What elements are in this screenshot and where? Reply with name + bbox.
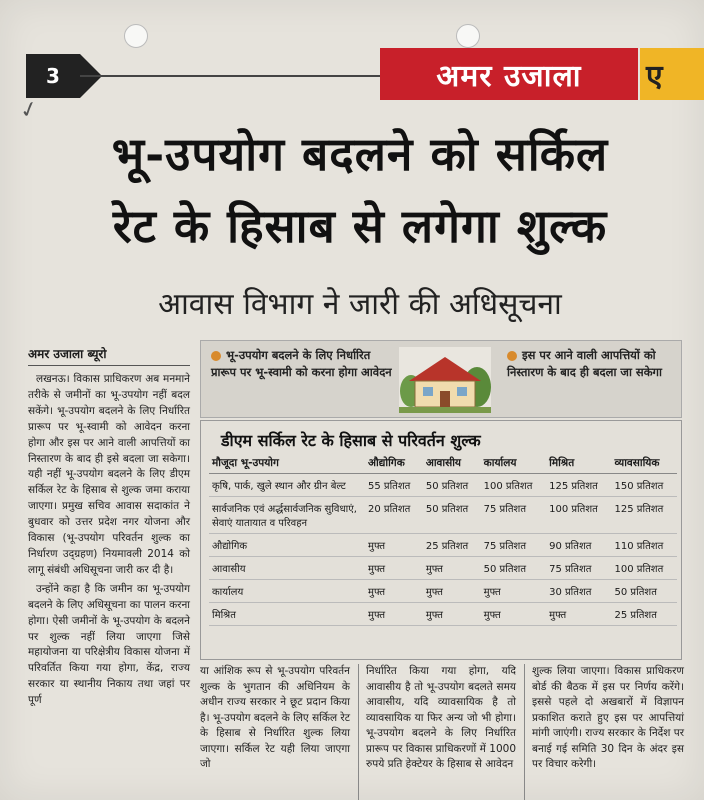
bottom-column	[532, 664, 684, 773]
punch-hole	[124, 24, 148, 48]
column-header: आवासीय	[423, 453, 481, 474]
byline: अमर उजाला ब्यूरो	[28, 345, 190, 366]
column-header: मिश्रित	[546, 453, 611, 474]
table-row	[209, 557, 677, 580]
table-title: डीएम सर्किल रेट के हिसाब से परिवर्तन शुल्क	[221, 431, 481, 450]
table-row	[209, 603, 677, 626]
table-cell: 100 प्रतिशत	[481, 474, 546, 497]
masthead-edge: ए	[640, 48, 704, 100]
column-header: व्यावसायिक	[612, 453, 677, 474]
paragraph: उन्होंने कहा है कि जमीन का भू-उपयोग बदलने के लिए अधिसूचना का पालन करना होगा। ऐसी जमीनों के भू-उपयोग के बदलने पर शुल्क नहीं लिया जाएगा जिसे महायोजना या परिक्षेत्रीय विकास योजना में परिवर्तित किया गया होगा, केंद्र, राज्य सरकार या स्थानीय निकाय तथा जहां पर पूर्ण	[28, 582, 190, 707]
bottom-column	[200, 664, 350, 773]
masthead-logo: अमर उजाला	[380, 48, 638, 100]
left-column	[28, 372, 190, 712]
subheadline: आवास विभाग ने जारी की अधिसूचना	[158, 287, 562, 322]
table-cell: 50 प्रतिशत	[423, 497, 481, 534]
bullet-icon	[211, 351, 221, 361]
table-cell: औद्योगिक	[209, 534, 365, 557]
column-divider	[524, 664, 525, 800]
table-cell: 75 प्रतिशत	[481, 497, 546, 534]
fee-table	[209, 453, 677, 626]
table-cell: मुफ्त	[481, 580, 546, 603]
table-cell: आवासीय	[209, 557, 365, 580]
info-right	[507, 347, 677, 381]
header-rule	[80, 75, 380, 77]
table-cell: मुफ्त	[365, 580, 423, 603]
table-cell: 150 प्रतिशत	[612, 474, 677, 497]
pen-mark: ✓	[17, 96, 42, 125]
bullet-icon	[507, 351, 517, 361]
table-cell: 100 प्रतिशत	[546, 497, 611, 534]
column-header: मौजूदा भू-उपयोग	[209, 453, 365, 474]
paragraph: या आंशिक रूप से भू-उपयोग परिवर्तन शुल्क के भुगतान की अधिनियम के अधीन राज्य सरकार ने छूट प्रदान किया है। भू-उपयोग बदलने के लिए सर्किल रेट के हिसाब से निर्धारित शुल्क लिया जाएगा। सर्किल रेट यही लिया जाएगा जो	[200, 665, 351, 770]
house-icon	[399, 347, 491, 413]
table-cell: मुफ्त	[481, 603, 546, 626]
table-cell: सार्वजनिक एवं अर्द्धसार्वजनिक सुविधाएं, सेवाएं यातायात व परिवहन	[209, 497, 365, 534]
column-header: औद्योगिक	[365, 453, 423, 474]
info-left	[211, 347, 396, 381]
table-row	[209, 497, 677, 534]
info-right-text: इस पर आने वाली आपत्तियों को निस्तारण के बाद ही बदला जा सकेगा	[507, 348, 662, 379]
table-cell: 25 प्रतिशत	[612, 603, 677, 626]
punch-hole	[456, 24, 480, 48]
info-left-text: भू-उपयोग बदलने के लिए निर्धारित प्रारूप पर भू-स्वामी को करना होगा आवेदन	[211, 348, 392, 379]
headline-line-1: भू-उपयोग बदलने को सर्किल	[111, 127, 609, 181]
table-cell: 30 प्रतिशत	[546, 580, 611, 603]
table-cell: 110 प्रतिशत	[612, 534, 677, 557]
table-cell: मिश्रित	[209, 603, 365, 626]
page-number: 3	[26, 54, 80, 98]
table-cell: मुफ्त	[423, 557, 481, 580]
table-cell: 75 प्रतिशत	[481, 534, 546, 557]
table-cell: 100 प्रतिशत	[612, 557, 677, 580]
headline-line-2: रेट के हिसाब से लगेगा शुल्क	[112, 199, 608, 253]
table-cell: मुफ्त	[365, 557, 423, 580]
bottom-column	[366, 664, 516, 773]
table-header-row	[209, 453, 677, 474]
table-row	[209, 474, 677, 497]
column-divider	[358, 664, 359, 800]
table-cell: 125 प्रतिशत	[612, 497, 677, 534]
table-cell: 20 प्रतिशत	[365, 497, 423, 534]
table-row	[209, 534, 677, 557]
table-cell: 75 प्रतिशत	[546, 557, 611, 580]
table-cell: मुफ्त	[365, 534, 423, 557]
column-header: कार्यालय	[481, 453, 546, 474]
table-cell: 90 प्रतिशत	[546, 534, 611, 557]
table-row	[209, 580, 677, 603]
table-cell: मुफ्त	[423, 580, 481, 603]
table-cell: 50 प्रतिशत	[612, 580, 677, 603]
table-cell: 125 प्रतिशत	[546, 474, 611, 497]
table-cell: मुफ्त	[365, 603, 423, 626]
fee-table-box	[200, 420, 682, 660]
paragraph: शुल्क लिया जाएगा। विकास प्राधिकरण बोर्ड की बैठक में इस पर निर्णय करेंगे। इससे पहले दो अखबारों में विज्ञापन प्रकाशित कराते हुए इस पर आपत्तियां मांगी जाएंगी। राज्य सरकार के निर्देश पर बनाई गई समिति 30 दिन के अंदर इस पर विचार करेगी।	[532, 665, 684, 770]
table-cell: 50 प्रतिशत	[481, 557, 546, 580]
table-cell: 55 प्रतिशत	[365, 474, 423, 497]
table-cell: 25 प्रतिशत	[423, 534, 481, 557]
table-cell: 50 प्रतिशत	[423, 474, 481, 497]
paragraph: निर्धारित किया गया होगा, यदि आवासीय है तो भू-उपयोग बदलते समय आवासीय, यदि व्यावसायिक है तो व्यावसायिक या फिर अन्य जो भी होगा। भू-उपयोग बदलने के लिए निर्धारित प्रारूप पर विकास प्राधिकरणों में 1000 रुपये प्रति हेक्टेयर के हिसाब से आवेदन	[366, 665, 516, 770]
table-cell: मुफ्त	[546, 603, 611, 626]
table-cell: मुफ्त	[423, 603, 481, 626]
table-cell: कृषि, पार्क, खुले स्थान और ग्रीन बेल्ट	[209, 474, 365, 497]
paragraph: लखनऊ। विकास प्राधिकरण अब मनमाने तरीके से जमीनों का भू-उपयोग नहीं बदल सकेंगे। भू-उपयोग बदलने के लिए निर्धारित प्रारूप पर भू-स्वामी को आवेदन करना होगा और इस पर आने वाली आपत्तियों का निस्तारण के बाद ही इसे बदला जा सकेगा। यही नहीं भू-उपयोग बदलने के लिए डीएम सर्किल रेट के हिसाब से शुल्क जमा कराया जाएगा। प्रमुख सचिव आवास सदाकांत ने बुधवार को उत्तर प्रदेश नगर योजना और विकास (भू-उपयोग परिवर्तन शुल्क का निर्धारण उद्ग्रहण) नियमावली 2014 को लागू संबंधी अधिसूचना जारी कर दी है।	[28, 373, 190, 576]
info-box	[200, 340, 682, 418]
table-cell: कार्यालय	[209, 580, 365, 603]
